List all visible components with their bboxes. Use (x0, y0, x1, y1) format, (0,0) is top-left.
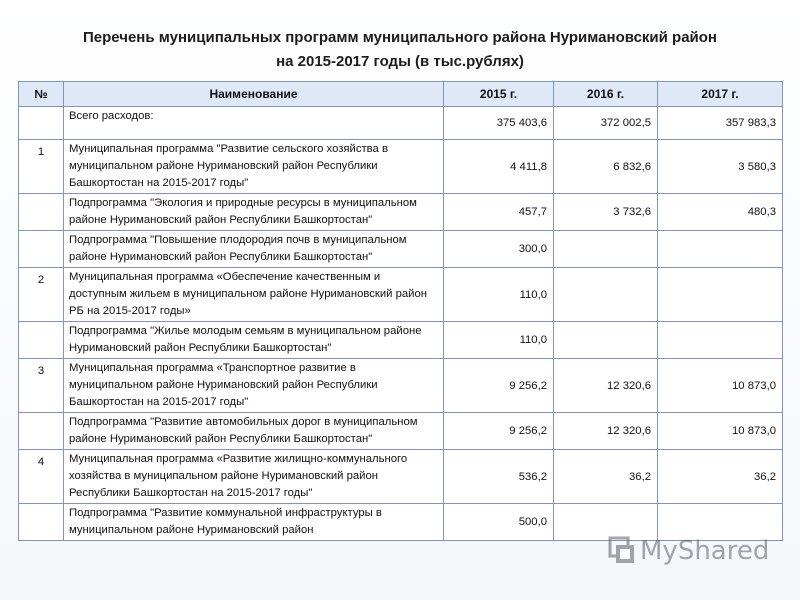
watermark-text: MyShared (640, 536, 770, 566)
row-2017 (658, 268, 783, 322)
row-2017 (658, 504, 783, 541)
row-number: 2 (19, 268, 64, 322)
row-2016: 12 320,6 (554, 413, 658, 450)
table-row (19, 268, 783, 322)
programs-table (18, 81, 783, 541)
row-2015: 300,0 (444, 231, 554, 268)
row-2017: 10 873,0 (658, 413, 783, 450)
row-name: Муниципальная программа "Развитие сельского хозяйства в муниципальном районе Нуримановский район Республики Башкортостан на 2015-2017 годы" (64, 140, 444, 194)
table-row-total (19, 107, 783, 140)
table-row (19, 231, 783, 268)
row-2017: 10 873,0 (658, 359, 783, 413)
row-2015: 500,0 (444, 504, 554, 541)
row-name: Муниципальная программа «Развитие жилищно-коммунального хозяйства в муниципальном районе Нуримановский район Республики Башкортостан на 2015-2017 годы" (64, 450, 444, 504)
row-name: Подпрограмма "Повышение плодородия почв в муниципальном районе Нуримановский район Республики Башкортостан" (64, 231, 444, 268)
header-2017: 2017 г. (658, 82, 783, 107)
title-line-1: Перечень муниципальных программ муниципального района Нуримановский район (82, 29, 717, 46)
row-2015: 4 411,8 (444, 140, 554, 194)
row-2017: 480,3 (658, 194, 783, 231)
row-2015: 9 256,2 (444, 359, 554, 413)
programs-table-container (18, 81, 788, 611)
page-title (0, 26, 800, 74)
row-2015: 536,2 (444, 450, 554, 504)
row-number (19, 107, 64, 140)
row-name: Всего расходов: (64, 107, 444, 140)
table-header-row (19, 82, 783, 107)
table-row (19, 322, 783, 359)
row-2016: 12 320,6 (554, 359, 658, 413)
row-name: Муниципальная программа «Транспортное развитие в муниципальном районе Нуримановский район Республики Башкортостан на 2015-2017 годы" (64, 359, 444, 413)
row-number (19, 231, 64, 268)
row-name: Подпрограмма "Экология и природные ресурсы в муниципальном районе Нуримановский район Республики Башкортостан" (64, 194, 444, 231)
row-number (19, 194, 64, 231)
row-2015: 375 403,6 (444, 107, 554, 140)
title-line-2: на 2015-2017 годы (в тыс.рублях) (276, 53, 524, 70)
row-2016 (554, 322, 658, 359)
row-2016: 6 832,6 (554, 140, 658, 194)
row-name: Подпрограмма "Жилье молодым семьям в муниципальном районе Нуримановский район Республики Башкортостан" (64, 322, 444, 359)
row-name: Подпрограмма "Развитие коммунальной инфраструктуры в муниципальном районе Нуримановский район (64, 504, 444, 541)
row-2017 (658, 231, 783, 268)
header-2015: 2015 г. (444, 82, 554, 107)
row-2017 (658, 322, 783, 359)
row-2017: 3 580,3 (658, 140, 783, 194)
row-number (19, 504, 64, 541)
row-name: Муниципальная программа «Обеспечение качественным и доступным жильем в муниципальном районе Нуримановский район РБ на 2015-2017 годы» (64, 268, 444, 322)
row-number: 1 (19, 140, 64, 194)
table-row (19, 359, 783, 413)
row-2016: 3 732,6 (554, 194, 658, 231)
table-row (19, 194, 783, 231)
header-2016: 2016 г. (554, 82, 658, 107)
table-row (19, 413, 783, 450)
row-number (19, 322, 64, 359)
myshared-logo-icon (606, 536, 636, 566)
row-name: Подпрограмма "Развитие автомобильных дорог в муниципальном районе Нуримановский район Республики Башкортостан" (64, 413, 444, 450)
row-2016: 372 002,5 (554, 107, 658, 140)
table-row (19, 450, 783, 504)
row-2017: 36,2 (658, 450, 783, 504)
row-2016: 36,2 (554, 450, 658, 504)
row-2016 (554, 231, 658, 268)
row-2015: 110,0 (444, 322, 554, 359)
row-2015: 9 256,2 (444, 413, 554, 450)
row-2015: 457,7 (444, 194, 554, 231)
header-number: № (19, 82, 64, 107)
header-name: Наименование (64, 82, 444, 107)
myshared-watermark (606, 536, 769, 566)
row-number: 3 (19, 359, 64, 413)
table-row (19, 504, 783, 541)
row-2016 (554, 268, 658, 322)
row-number: 4 (19, 450, 64, 504)
row-2017: 357 983,3 (658, 107, 783, 140)
row-number (19, 413, 64, 450)
table-row (19, 140, 783, 194)
row-2015: 110,0 (444, 268, 554, 322)
row-2016 (554, 504, 658, 541)
